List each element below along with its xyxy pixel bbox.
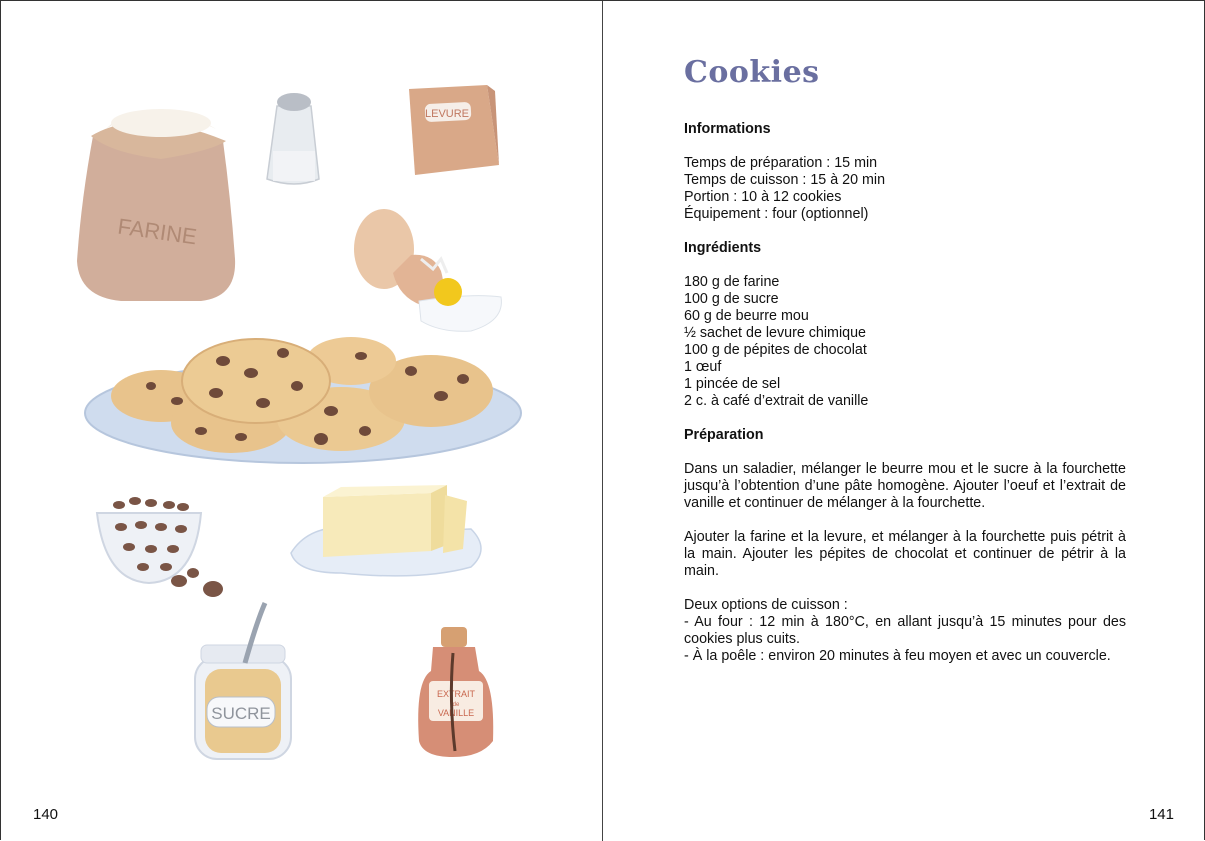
cooking-option-oven: - Au four : 12 min à 180°C, en allant jusqu’à 15 minutes pour des cookies plus cuits. xyxy=(684,614,1126,647)
yeast-box-illustration xyxy=(409,85,499,175)
page-number-right: 141 xyxy=(1148,806,1174,823)
preparation-paragraph-1: Dans un saladier, mélanger le beurre mou et le sucre à la fourchette jusqu’à l’obtention d’une pâte homogène. Ajouter l’oeuf et l’extrait de vanille et continuer de mélanger à la fourchette. xyxy=(684,461,1126,511)
preparation-heading: Préparation xyxy=(684,427,764,443)
ingredient-line: 180 g de farine xyxy=(684,274,780,290)
chocolate-chips-illustration xyxy=(97,497,223,597)
info-line: Équipement : four (optionnel) xyxy=(684,206,869,222)
recipe-title: Cookies xyxy=(684,55,820,90)
informations-heading: Informations xyxy=(684,121,771,137)
ingredient-line: 100 g de sucre xyxy=(684,291,779,307)
left-page xyxy=(1,1,603,841)
page-number-left: 140 xyxy=(33,806,59,823)
vanilla-bottle-illustration xyxy=(418,627,493,757)
ingredient-line: 100 g de pépites de chocolat xyxy=(684,342,867,358)
info-line: Temps de cuisson : 15 à 20 min xyxy=(684,172,886,188)
butter-illustration xyxy=(291,485,481,576)
info-line: Temps de préparation : 15 min xyxy=(684,155,878,171)
vanilla-label-line1: EXTRAIT xyxy=(436,689,476,699)
cooking-option-pan: - À la poêle : environ 20 minutes à feu moyen et avec un couvercle. xyxy=(684,648,1111,664)
ingredients-heading: Ingrédients xyxy=(684,240,762,256)
info-line: Portion : 10 à 12 cookies xyxy=(684,189,842,205)
yeast-box-label: LEVURE xyxy=(424,108,470,120)
preparation-paragraph-2: Ajouter la farine et la levure, et mélanger à la fourchette puis pétrit à la main. Ajouter les pépites de chocolat et continuer de pétrir à la main. xyxy=(684,529,1126,579)
salt-shaker-illustration xyxy=(267,93,319,184)
ingredient-line: 1 pincée de sel xyxy=(684,376,781,392)
ingredient-line: ½ sachet de levure chimique xyxy=(684,325,866,341)
cookie-plate-illustration xyxy=(85,337,521,463)
vanilla-label-line2: de xyxy=(452,702,460,708)
ingredient-line: 2 c. à café d’extrait de vanille xyxy=(684,393,869,409)
ingredients-illustration xyxy=(1,1,603,791)
ingredient-line: 60 g de beurre mou xyxy=(684,308,809,324)
eggs-illustration xyxy=(354,209,501,331)
ingredient-line: 1 œuf xyxy=(684,359,722,375)
flour-bag-illustration xyxy=(77,109,235,301)
cooking-options-title: Deux options de cuisson : xyxy=(684,597,848,613)
flour-bag-label: FARINE xyxy=(116,213,199,250)
recipe-body xyxy=(684,121,1126,665)
ingredients-list xyxy=(684,274,1126,410)
right-page xyxy=(603,1,1204,841)
sugar-jar-label: SUCRE xyxy=(211,704,271,723)
informations-list xyxy=(684,155,1126,223)
vanilla-label-line3: VANILLE xyxy=(437,708,475,718)
sugar-jar-illustration xyxy=(195,603,291,759)
